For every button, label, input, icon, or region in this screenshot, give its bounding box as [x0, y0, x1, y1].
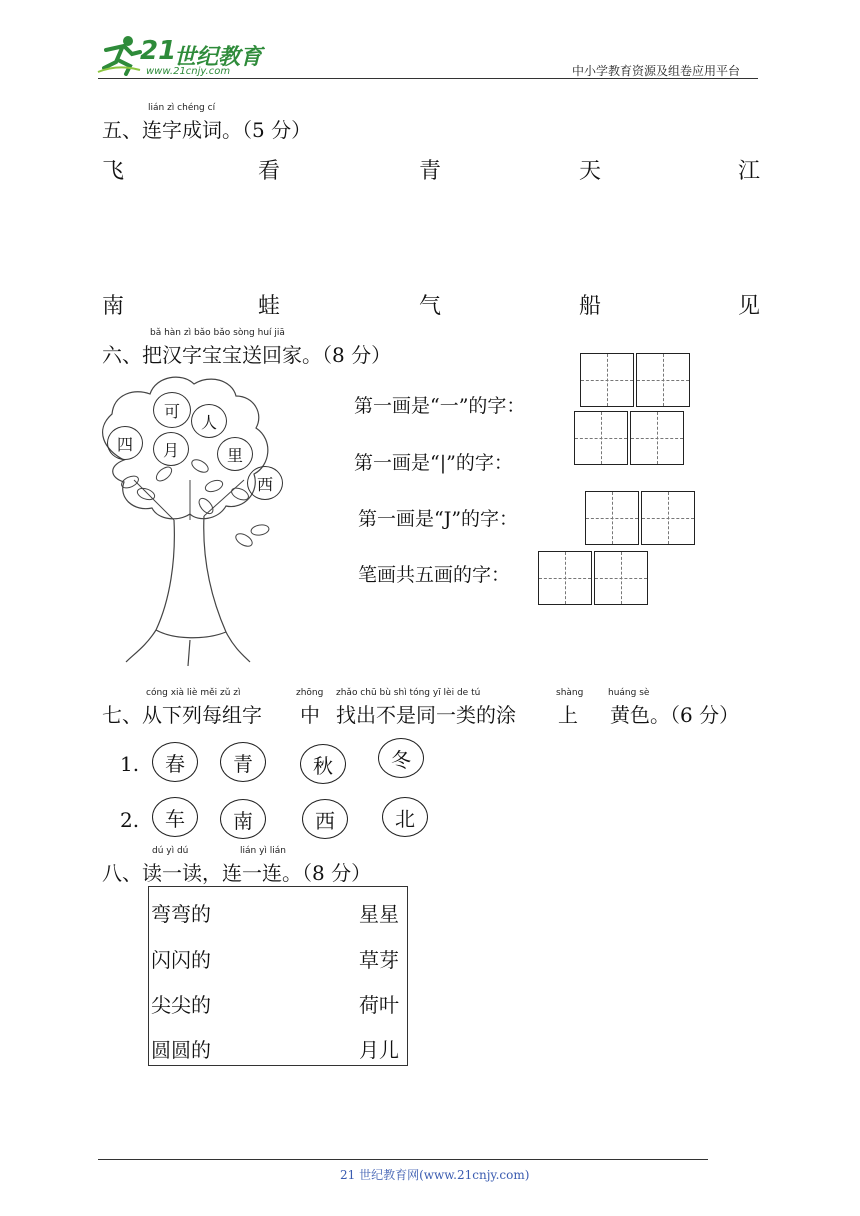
tianzi-grid[interactable] — [580, 353, 634, 407]
s5-char[interactable]: 看 — [258, 159, 281, 184]
s7-pinyin: zhǎo chū bù shì tóng yī lèi de tú — [336, 688, 481, 698]
s7-circle-char[interactable]: 北 — [382, 797, 428, 837]
s7-row-number: 2. — [120, 808, 140, 832]
s6-pinyin: bǎ hàn zì bǎo bǎo sòng huí jiā — [150, 328, 285, 338]
s7-title-part: 七、从下列每组字 — [102, 703, 262, 727]
runner-logo-icon — [96, 34, 142, 76]
apple-char[interactable]: 月 — [153, 432, 189, 466]
footer-text[interactable]: 21 世纪教育网(www.21cnjy.com) — [340, 1168, 530, 1182]
match-right-item[interactable]: 星星 — [359, 902, 399, 926]
s7-pinyin: shàng — [556, 688, 584, 698]
s5-char[interactable]: 青 — [419, 159, 442, 184]
tianzi-grid[interactable] — [574, 411, 628, 465]
s7-pinyin: cóng xià liè měi zǔ zì — [146, 688, 241, 698]
s8-pinyin: lián yì lián — [240, 846, 286, 856]
apple-char[interactable]: 里 — [217, 437, 253, 471]
s7-circle-char[interactable]: 秋 — [300, 744, 346, 784]
s6-prompt: 笔画共五画的字： — [358, 564, 511, 586]
s7-pinyin: zhōng — [296, 688, 324, 698]
match-left-item[interactable]: 闪闪的 — [151, 948, 211, 972]
s6-prompt: 第一画是“一”的字： — [354, 395, 526, 417]
match-left-item[interactable]: 尖尖的 — [151, 993, 211, 1017]
s5-char[interactable]: 南 — [102, 294, 125, 319]
match-right-item[interactable]: 草芽 — [359, 948, 399, 972]
s5-char[interactable]: 气 — [419, 294, 442, 319]
s7-title-part: 中 — [300, 703, 320, 727]
tianzi-grid[interactable] — [594, 551, 648, 605]
logo-url: www.21cnjy.com — [146, 66, 231, 77]
apple-char[interactable]: 西 — [247, 466, 283, 500]
s5-pinyin: lián zì chéng cí — [148, 103, 216, 113]
s5-char[interactable]: 天 — [579, 159, 602, 184]
s8-pinyin: dú yì dú — [152, 846, 189, 856]
s7-row-number: 1. — [120, 752, 140, 776]
s7-title-part: 黄色。（6 分） — [610, 703, 740, 727]
s7-title-part: 上 — [558, 703, 578, 727]
footer-divider — [98, 1159, 708, 1160]
match-left-item[interactable]: 弯弯的 — [151, 902, 211, 926]
s7-pinyin: huáng sè — [608, 688, 650, 698]
s6-title: 六、把汉字宝宝送回家。（8 分） — [102, 343, 392, 367]
s7-circle-char[interactable]: 南 — [220, 799, 266, 839]
s8-title: 八、读一读，连一连。（8 分） — [102, 861, 372, 885]
tianzi-grid[interactable] — [641, 491, 695, 545]
s7-circle-char[interactable]: 西 — [302, 799, 348, 839]
header-divider — [98, 78, 758, 79]
s7-title-part: 找出不是同一类的涂 — [336, 703, 516, 727]
logo-text: 世纪教育 — [174, 45, 263, 70]
platform-name: 中小学教育资源及组卷应用平台 — [572, 64, 741, 78]
s6-prompt: 第一画是“|”的字： — [354, 452, 513, 474]
tianzi-grid[interactable] — [585, 491, 639, 545]
match-right-item[interactable]: 月儿 — [359, 1038, 399, 1062]
apple-char[interactable]: 可 — [153, 392, 191, 428]
s7-circle-char[interactable]: 青 — [220, 742, 266, 782]
s5-char[interactable]: 江 — [738, 159, 761, 184]
apple-char[interactable]: 人 — [191, 404, 227, 438]
match-left-item[interactable]: 圆圆的 — [151, 1038, 211, 1062]
s5-title: 五、连字成词。（5 分） — [102, 118, 312, 142]
match-right-item[interactable]: 荷叶 — [359, 993, 399, 1017]
logo — [96, 34, 266, 78]
s7-circle-char[interactable]: 春 — [152, 742, 198, 782]
tianzi-grid[interactable] — [630, 411, 684, 465]
apple-char[interactable]: 四 — [107, 426, 143, 460]
tianzi-grid[interactable] — [538, 551, 592, 605]
tianzi-grid[interactable] — [636, 353, 690, 407]
s7-circle-char[interactable]: 车 — [152, 797, 198, 837]
s6-prompt: 第一画是“J”的字： — [358, 508, 519, 530]
s7-circle-char[interactable]: 冬 — [378, 738, 424, 778]
s5-char[interactable]: 蛙 — [258, 294, 281, 319]
logo-number: 21 — [140, 36, 177, 66]
s5-char[interactable]: 飞 — [102, 159, 125, 184]
s5-char[interactable]: 见 — [738, 294, 761, 319]
s5-char[interactable]: 船 — [579, 294, 602, 319]
